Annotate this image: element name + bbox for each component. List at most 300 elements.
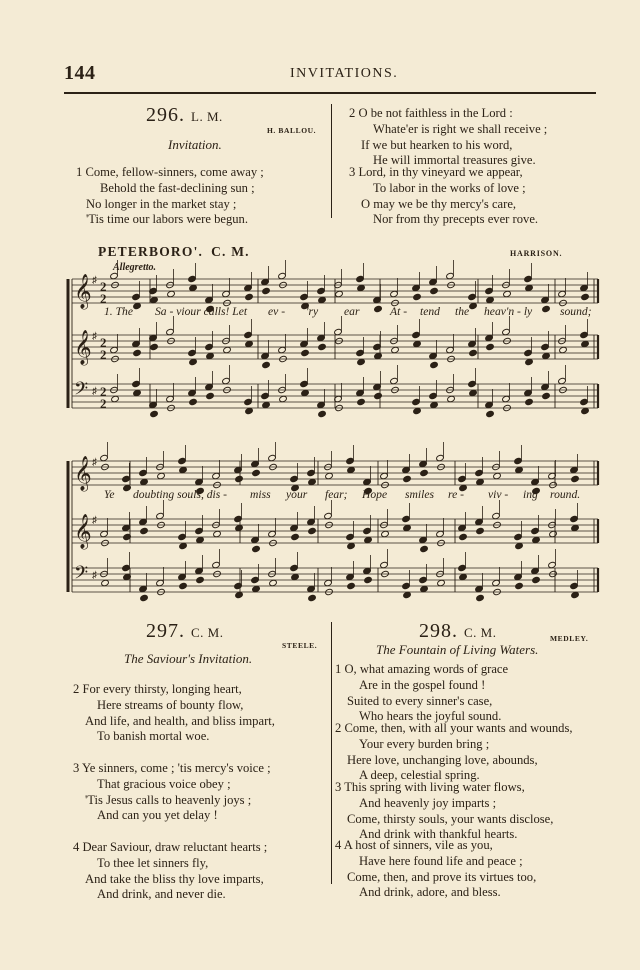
lyric-syllable: doubting souls, dis - [133,488,228,501]
note-head [390,377,399,384]
note-head [402,515,411,522]
note-head [206,392,215,399]
note-head [167,290,176,297]
lyric-syllable: 'ry [306,305,319,318]
note-head [318,343,327,350]
note-head [374,352,383,359]
lyrics-line-2 [0,488,640,504]
note-head [502,395,511,402]
note-head [558,377,567,384]
note-head [347,582,356,589]
verse-line: If we but hearken to his word, [361,137,513,152]
note-head [100,454,109,461]
note-head [475,518,484,525]
hymn-meter: L. M. [191,109,223,124]
note-head [150,296,159,303]
note-head [308,527,317,534]
note-head [356,349,365,356]
note-head [188,349,197,356]
note-head [122,564,131,571]
note-head [525,358,534,365]
note-head [492,512,501,519]
note-head [301,349,310,356]
lyric-syllable: viv - [488,488,509,501]
note-head [110,272,119,279]
lyric-syllable: sound; [560,305,592,318]
note-head [549,530,558,537]
sharp-sign: ♯ [92,275,97,286]
note-head [570,515,579,522]
note-head [189,398,198,405]
note-head [308,594,317,601]
verse-line: And drink, and never die. [97,887,226,902]
note-head [559,346,568,353]
note-head [223,346,232,353]
note-head [251,460,260,467]
lyric-syllable: your [286,488,308,501]
note-head [469,389,478,396]
note-head [525,398,534,405]
verse-line: 2 O be not faithless in the Lord : [349,106,513,120]
note-head [290,524,299,531]
note-head [485,334,494,341]
note-head [179,582,188,589]
note-head [213,530,222,537]
hymn-298-verse-2 [335,721,573,784]
note-head [252,585,261,592]
note-head [234,515,243,522]
note-head [244,398,253,405]
hymn-296-subtitle: Invitation. [168,137,222,152]
note-head [531,567,540,574]
note-head [524,389,533,396]
note-head [403,591,412,598]
note-head [503,290,512,297]
note-head [364,576,373,583]
note-head [156,512,165,519]
verse-line: Come, thirsty souls, your wants disclose, [347,811,554,826]
lyric-syllable: ear [344,305,360,318]
note-head [139,469,148,476]
hymn-number: 296. [146,104,185,126]
verse-line: No longer in the market stay ; [86,196,237,211]
note-head [156,579,165,586]
tune-composer: HARRISON. [510,249,563,258]
note-head [548,561,557,568]
hymn-298-verse-4 [335,838,536,901]
note-head [531,478,540,485]
note-head [420,585,429,592]
note-head [212,472,221,479]
note-head [459,573,468,580]
note-head [157,472,166,479]
note-head [139,518,148,525]
verse-line: Your every burden bring ; [359,736,490,751]
treble-clef: 𝄞 [74,275,92,308]
bass-clef: 𝄢 [74,562,89,587]
note-head [380,561,389,568]
note-head [111,395,120,402]
note-head [262,287,271,294]
verse-line: 4 A host of sinners, vile as you, [335,838,493,852]
hymn-298-heading [419,620,496,643]
note-head [110,346,119,353]
verse-line: Here streams of bounty flow, [97,697,244,712]
verse-line: And heavenly joy imparts ; [359,795,497,810]
hymn-meter: C. M. [464,625,497,640]
lyric-syllable: 1. The [104,305,133,318]
note-head [357,398,366,405]
note-head [307,469,316,476]
hymn-297-verse-3 [73,761,271,824]
verse-line: To thee let sinners fly, [97,855,209,870]
note-head [244,284,253,291]
note-head [262,361,271,368]
note-head [291,573,300,580]
note-head [262,401,271,408]
verse-line: 4 Dear Saviour, draw reluctant hearts ; [73,840,268,854]
note-head [166,395,175,402]
note-head [235,524,244,531]
lyric-syllable: ev - [268,305,286,318]
verse-line: 2 Come, then, with all your wants and wounds, [335,721,573,735]
note-head [188,389,197,396]
note-head [468,293,477,300]
note-head [430,401,439,408]
hymn-298-subtitle: The Fountain of Living Waters. [376,642,539,657]
hymn-298-verse-3 [335,780,553,843]
note-head [252,469,261,476]
note-head [532,536,541,543]
note-head [268,454,277,461]
note-head [541,383,550,390]
note-head [261,392,270,399]
note-head [150,410,159,417]
note-head [318,410,327,417]
note-head [196,576,205,583]
note-head [570,582,579,589]
note-head [402,582,411,589]
verse-line: He will immortal treasures give. [373,153,536,168]
note-head [558,290,567,297]
verse-line: Are in the gospel found ! [359,677,486,692]
note-head [133,389,142,396]
lyric-syllable: miss [250,488,271,501]
lyric-syllable: ing [523,488,538,501]
verse-line: 3 Ye sinners, come ; 'tis mercy's voice ; [73,761,271,775]
verse-line: 'Tis Jesus calls to heavenly joys ; [85,792,252,807]
note-head [205,296,214,303]
note-head [429,392,438,399]
verse-line: And life, and health, and bliss impart, [85,713,275,728]
hymn-297-heading [146,620,223,643]
sharp-sign: ♯ [92,457,97,468]
note-head [178,573,187,580]
note-head [300,340,309,347]
lyric-syllable: Hope [362,488,388,501]
note-head [308,478,317,485]
note-head [235,475,244,482]
note-head [347,542,356,549]
treble-clef: 𝄞 [74,331,92,364]
note-head [206,352,215,359]
note-head [346,457,355,464]
note-head [101,579,110,586]
note-head [459,533,468,540]
hymn-296-composer: H. BALLOU. [267,126,317,135]
verse-line: That gracious voice obey ; [97,776,231,791]
note-head [486,343,495,350]
note-head [413,407,422,414]
note-head [178,457,187,464]
note-head [179,466,188,473]
note-head [189,284,198,291]
note-head [363,527,372,534]
note-head [515,542,524,549]
note-head [430,287,439,294]
note-head [269,579,278,586]
note-head [363,567,372,574]
note-head [381,530,390,537]
note-head [179,542,188,549]
hymn-number: 298. [419,620,458,642]
note-head [205,383,214,390]
note-head [419,536,428,543]
treble-clef: 𝄞 [74,515,92,548]
note-head [261,278,270,285]
note-head [542,392,551,399]
note-head [390,290,399,297]
note-head [492,579,501,586]
running-title: INVITATIONS. [290,66,399,81]
note-head [412,398,421,405]
tempo-marking: Allegretto. [113,262,157,273]
note-head [290,564,299,571]
hymn-meter: C. M. [191,625,224,640]
note-head [515,582,524,589]
note-head [222,290,231,297]
tune-name: PETERBORO'. [98,244,204,259]
note-head [347,466,356,473]
note-head [437,579,446,586]
note-head [356,389,365,396]
verse-line: And drink with thankful hearts. [359,827,518,842]
note-head [268,530,277,537]
verse-line: Suited to every sinner's case, [347,693,493,708]
verse-line: 3 This spring with living water flows, [335,780,525,794]
note-head [403,524,412,531]
verse-line: Come, then, and prove its virtues too, [347,869,537,884]
note-head [132,340,141,347]
note-head [325,472,334,479]
note-head [252,545,261,552]
note-head [514,533,523,540]
note-head [580,398,589,405]
lyric-syllable: Ye [104,488,115,501]
sharp-sign: ♯ [92,331,97,342]
note-head [380,472,389,479]
note-head [436,530,445,537]
note-head [430,361,439,368]
lyric-syllable: smiles [405,488,434,501]
note-head [357,358,366,365]
lyric-syllable: At - [390,305,408,318]
page-number: 144 [64,62,96,84]
note-head [514,573,523,580]
note-head [244,331,253,338]
note-head [475,469,484,476]
time-signature-bottom: 2 [100,396,107,411]
time-signature-bottom: 2 [100,347,107,362]
note-head [476,527,485,534]
note-head [212,561,221,568]
verse-line: Here love, unchanging love, abounds, [347,752,538,767]
hymn-number: 297. [146,620,185,642]
note-head [476,594,485,601]
note-head [486,296,495,303]
note-head [468,340,477,347]
note-head [542,352,551,359]
note-head [245,340,254,347]
note-head [420,545,429,552]
note-head [429,278,438,285]
note-head [364,536,373,543]
note-head [502,328,511,335]
note-head [301,389,310,396]
note-head [234,466,243,473]
verse-line: Whate'er is right we shall receive ; [373,121,548,136]
lyrics-line-1 [0,305,640,321]
note-head [132,293,141,300]
note-head [374,392,383,399]
note-head [334,328,343,335]
lyric-syllable: heav'n - ly [484,305,533,318]
sharp-sign: ♯ [92,570,97,581]
note-head [356,275,365,282]
note-head [514,457,523,464]
note-head [413,293,422,300]
lyric-syllable: re - [448,488,464,501]
note-head [391,346,400,353]
column-divider-bottom [331,622,332,884]
note-head [234,582,243,589]
note-head [195,478,204,485]
note-head [532,576,541,583]
treble-clef: 𝄞 [74,457,92,490]
note-head [133,349,142,356]
note-head [420,469,429,476]
hymn-297-subtitle: The Saviour's Invitation. [124,651,253,666]
note-head [317,287,326,294]
note-head [458,564,467,571]
note-head [291,533,300,540]
note-head [525,284,534,291]
note-head [469,349,478,356]
note-head [446,272,455,279]
note-head [251,576,260,583]
note-head [122,475,131,482]
note-head [403,475,412,482]
note-head [122,524,131,531]
note-head [493,472,502,479]
note-head [571,475,580,482]
note-head [196,536,205,543]
note-head [531,527,540,534]
hymn-297-composer: STEELE. [282,641,318,650]
verse-line: O may we be thy mercy's care, [361,196,517,211]
lyric-syllable: round. [550,488,581,501]
note-head [476,478,485,485]
note-head [458,475,467,482]
bass-clef: 𝄢 [74,378,89,403]
note-head [251,536,260,543]
hymn-297-verse-4 [73,840,267,903]
hymn-298-composer: MEDLEY. [550,634,589,643]
note-head [278,272,287,279]
note-head [100,530,109,537]
note-head [486,410,495,417]
note-head [541,296,550,303]
verse-line: To banish mortal woe. [97,729,210,744]
note-head [195,567,204,574]
verse-line: To labor in the works of love ; [373,180,526,195]
note-head [261,352,270,359]
verse-line: 1 O, what amazing words of grace [335,662,509,676]
note-head [132,380,141,387]
note-head [541,343,550,350]
hymn-298-verse-1 [335,662,508,725]
note-head [419,576,428,583]
note-head [205,343,214,350]
note-head [189,358,198,365]
note-head [346,533,355,540]
note-head [235,591,244,598]
verse-line: 3 Lord, in thy vineyard we appear, [349,165,523,179]
note-head [300,380,309,387]
note-head [485,287,494,294]
note-head [245,293,254,300]
lyric-syllable: Sa - viour calls! Let [155,305,248,318]
note-head [307,518,316,525]
lyric-syllable: tend [420,305,440,318]
note-head [571,524,580,531]
note-head [446,346,455,353]
time-signature-bottom: 2 [100,291,107,306]
note-head [429,352,438,359]
note-head [300,293,309,300]
note-head [335,290,344,297]
verse-line: Nor from thy precepts ever rove. [373,212,539,227]
note-head [475,585,484,592]
note-head [318,296,327,303]
note-head [458,524,467,531]
sharp-sign: ♯ [92,515,97,526]
verse-line: A deep, celestial spring. [359,768,480,783]
note-head [317,334,326,341]
note-head [222,377,231,384]
note-head [581,340,590,347]
note-head [524,349,533,356]
note-head [140,594,149,601]
note-head [515,466,524,473]
note-head [419,460,428,467]
note-head [178,533,187,540]
note-head [317,401,326,408]
note-head [324,512,333,519]
lyric-syllable: the [455,305,470,318]
verse-line: 2 For every thirsty, longing heart, [73,682,242,696]
note-head [468,380,477,387]
